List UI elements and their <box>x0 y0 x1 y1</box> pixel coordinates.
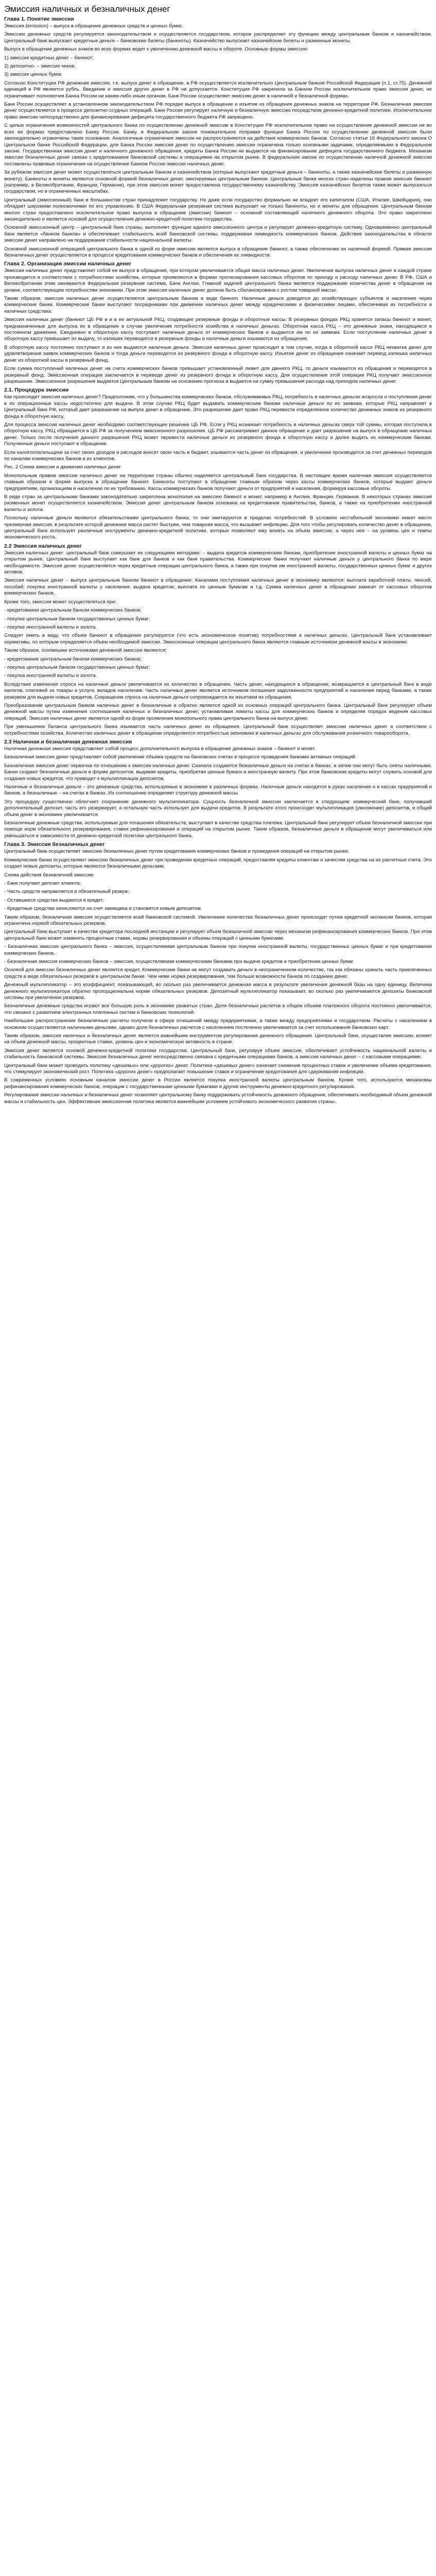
paragraph: Эмиссия наличных денег: центральный банк совершает ее следующими методами: – выдача кредитов коммерческим банкам, приобретение иностранной валюты и ценных бумаг на открытом рынке. Центральный банк выступает как банк для банков и как банк правительства. Коммерческие банки получают наличные деньги у центрального банка по мере необходимости. Эмиссия денег осуществляется через кредитные операции центрального банка, а также при покупке им иностранной валюты, государственных ценных бумаг и других активов. <box>4 550 432 575</box>
list-item: - Безналичная эмиссия коммерческих банков – эмиссия, осуществляемая коммерческими банками при выдаче кредитов и приобретении ценных бумаг. <box>4 958 354 964</box>
paragraph: Безналичная эмиссия денег первична по отношению к эмиссии наличных денег. Сначала создаются безналичные деньги на счетах в банках, а затем они могут быть сняты наличными. Банки создают безналичные деньги в форме депозитов, выдавая кредиты, приобретая ценные бумаги и иностранную валюту. При этом банковские кредиты могут служить основой для создания новых кредитов, что приводит к мультипликации депозитов. <box>4 762 432 782</box>
paragraph: Таким образом, безналичная эмиссия осуществляется всей банковской системой. Увеличение количества безналичных денег происходит путем кредитной экспансии банков, которая ограничена нормой обязательных резервов. <box>4 914 432 926</box>
paragraph: 1) эмиссия кредитных денег – банкнот; <box>4 55 94 61</box>
section-heading: 2.3 Наличная и безналичная денежная эмиссия <box>4 739 132 745</box>
document-section <box>4 543 432 737</box>
paragraph: 3) эмиссия ценных бумаг. <box>4 72 63 78</box>
list-item: - Кредитные средства зачисляются на счет заемщика и становятся новым депозитом. <box>4 906 202 912</box>
paragraph: Коммерческие банки осуществляют эмиссию безналичных денег при проведении кредитных операций, предоставляя кредиты клиентам и зачисляя средства на их расчетные счета. Это создает новые депозиты, которые являются безналичными деньгами. <box>4 857 432 870</box>
paragraph: Рис. 2 Схема эмиссии и движения наличных денег <box>4 464 121 470</box>
paragraph: Согласно Конституции РФ денежная эмиссия, т.е. выпуск денег в обращение, в РФ осуществляется исключительно Центральным банком Российской Федерации (п.1, ст.75). Денежной единицей в РФ является рубль. Введение и эмиссия других денег в РФ не допускается. Конституция РФ закрепила за Банком России исключительное право эмиссии денег, не ограничивает полномочия Банка России ни каким-либо иным органом. Банк России осуществляет эмиссию денег в наличной и безналичной формах. <box>4 80 432 99</box>
paragraph: 2) депозитно- – эмиссия чеков; <box>4 63 76 70</box>
paragraph: Центральный банк осуществляет эмиссию безналичных денег путем кредитования коммерческих банков и проведения операций на открытом рынке. <box>4 849 350 855</box>
paragraph: Центральный банк может проводить политику «дешевых» или «дорогих» денег. Политика «дешевых денег» означает снижение процентных ставок и увеличение объема кредитования, что стимулирует экономический рост. Политика «дорогих денег» предполагает повышение ставок и ограничение кредитования для сдерживания инфляции. <box>4 1062 432 1075</box>
list-item: - Безналичная эмиссия центрального банка – эмиссия, осуществляемая центральным банком при покупке иностранной валюты, государственных ценных бумаг и при кредитовании коммерческих банков. <box>4 944 432 956</box>
list-item: - кредитовании центральным банком коммерческих банков; <box>4 607 142 614</box>
section-heading: Глава 3. Эмиссия безналичных денег <box>4 841 105 848</box>
document-section <box>4 387 432 541</box>
page-title: Эмиссия наличных и безналичных денег <box>4 4 170 14</box>
document-section <box>4 261 432 385</box>
paragraph: Основной эмиссионной операцией центрального банка в одной из форм эмиссии является выпуск в обращение банкнот, а также обеспечение их наличной формой. Прямая эмиссия безналичных денег осуществляется в процессе кредитования коммерческих банков и обеспечения их ликвидности. <box>4 246 432 258</box>
paragraph: Наличная денежная эмиссия представляет собой процесс дополнительного выпуска в обращение денежных знаков – банкнот и монет. <box>4 746 316 752</box>
list-item: - Банк получает депозит клиента; <box>4 880 81 886</box>
paragraph: Эмиссия наличных денег – выпуск центральным банком банкнот в обращение. Каналами поступления наличных денег в экономику являются: выплата заработной платы, пенсий, пособий; покупка иностранной валюты у населения; выдача кредитов; выплата по ценным бумагам и т.д. Сумма наличных денег в обращении зависит от кассовых оборотов коммерческих банков. <box>4 578 432 597</box>
list-item: - кредитование центральным банком коммерческих банков; <box>4 656 142 662</box>
list-item: - покупке иностранной валюты и золота. <box>4 624 97 630</box>
paragraph: Центральный банк выступает в качестве кредитора последней инстанции и регулирует объем безналичной эмиссии через механизм рефинансирования коммерческих банков. При этом центральный банк может изменять процентные ставки, нормы резервирования и объемы операций с ценными бумагами. <box>4 929 432 941</box>
document-section <box>4 739 432 839</box>
paragraph: Поскольку наличные деньги являются обязательствами центрального банка, то они эмитируются в пределах потребностей. В условиях нестабильной экономики имеет место чрезмерная эмиссия, в результате которой денежная масса растет быстрее, чем товарная масса, что вызывает инфляцию. Для того чтобы регулировать количество денег в обращении, центральный банк использует различные инструменты денежно-кредитной политики, которые позволяют ему влиять на объем эмиссии, а через нее – на уровень цен и темпы экономического роста. <box>4 515 432 540</box>
paragraph: С целью ограничения возможностей центрального банка по осуществлению денежной эмиссии в Конституции РФ исключительное право на осуществление денежной эмиссии не во всех ее формах предоставлено Банку России. Банку, в Федеральном законе понижательное поправки функции Банка России по осуществлению денежной эмиссии были законодательно ограничены такие основания. Аналогичные ограничения эмиссии не распространяются на действия коммерческих банков. Согласно статье 16 Федерального закона О Центральном банке Российской Федерации, для Банка России эмиссия денег по осуществлению эмиссии ограничена только основными задачами, определяемыми в Федеральном законе. Государственная эмиссия денег и наличного денежного обращения, кредиты Банка России не выдаются на финансирование дефицита государственного бюджета. Механизм эмиссии безналичных денег связан с кредитованием банковской системы и операциями на открытом рынке. В федеральном законе по осуществлению наличной денежной эмиссии поставлены правовые ограничения на осуществление Банком России эмиссии наличных денег. <box>4 123 432 167</box>
document-section <box>4 16 432 259</box>
section-heading: Глава 1. Понятие эмиссии <box>4 16 74 22</box>
paragraph: В оборотную кассу постоянно поступают и из нее выдаются наличные деньги. Эмиссия наличных денег происходит в том случае, когда в оборотной кассе РКЦ нехватка денег для удовлетворения заявок коммерческих банков и тогда деньги переводятся из резервного фонда в оборотную кассу. Изъятие денег из обращения означает перевод излишка наличных денег из оборотной кассы в резервный фонд. <box>4 344 432 363</box>
paragraph: Безналичная эмиссия денег представляет собой увеличение объема средств на банковских счетах в процессе проведения банками активных операций. <box>4 754 357 760</box>
paragraph: Эмиссия денег является основой денежно-кредитной политики государства. Центральный банк, регулируя объем эмиссии, обеспечивает устойчивость национальной валюты и стабильность банковской системы. Эмиссия безналичных денег непосредственно связана с кредитными операциями банков, а эмиссия наличных денег – с кассовыми операциями. <box>4 1047 432 1060</box>
paragraph: Как происходит эмиссия наличных денег? Предположим, что у большинства коммерческих банков, обслуживаемых РКЦ, потребность в наличных деньгах возросла и поступления денег в их операционные кассы недостаточно для выдачи. В этом случае РКЦ будет выдавать коммерческим банкам наличные деньги по их заявкам, которые РКЦ направляет в Центральный банк РФ, который дает разрешение на выпуск денег в обращение. Это разрешение дает право РКЦ перевести определенное количество денежных знаков из резервного фонда в оборотную кассу. <box>4 394 432 419</box>
document-page <box>0 0 436 1112</box>
paragraph: В ряде стран за центральными банками законодательно закреплена монополия на эмиссию банкнот и монет, например в Англии, Франции, Германии. В некоторых странах эмиссия разменных монет осуществляется казначейством. Эмиссия денег центральным банком основана на кредитовании правительства, банков, а также на приобретении иностранной валюты и золота. <box>4 494 432 513</box>
paragraph: Безналичные денежные средства, используемые для погашения обязательств, выступают в качестве средства платежа. Центральный банк регулирует объем безналичной эмиссии при помощи норм обязательного резервирования, ставки рефинансирования и операций на открытом рынке. Таким образом, безналичные деньги в обращении могут увеличиваться или уменьшаться в зависимости от денежно-кредитной политики центрального банка. <box>4 820 432 839</box>
section-heading: 2.2 Эмиссия наличных денег <box>4 543 82 549</box>
paragraph: Эмиссия наличных денег представляет собой ее выпуск в обращение, при котором увеличивается общая масса наличных денег. Увеличение выпуска наличных денег в каждой стране производится в соответствии с потребностями хозяйства, которые проявляются в формах прогнозирования кассовых оборотов по приходу и расходу наличных денег. В РФ, США и Великобритании этим занимаются Федеральная резервная система, Банк Англии. Главной задачей центрального банка является поддержание количества денег в обращении на уровне, соответствующем потребностям экономики. При этом эмиссия наличных денег должна быть сбалансирована с ростом товарной массы. <box>4 268 432 293</box>
paragraph: Таким образом, эмиссия наличных денег осуществляется центральным банком в виде банкнот. Наличные деньги доводятся до хозяйствующих субъектов и населения через коммерческие банки. Коммерческие банки выступают посредниками при движении наличных денег между юридическими и физическими лицами, обеспечивая их потребности в наличных средствах. <box>4 296 432 314</box>
document-section <box>4 841 432 1105</box>
paragraph: Центральный (эмиссионный) банк в большинстве стран принадлежит государству. Но даже если государство формально не владеет его капиталом (США, Италия, Швейцария), оно обладает широкими полномочиями по его управлению. В США Федеральная резервная система выпускает не только банкноты, но и монеты для обращения. Центральным банкам многих стран предоставлено исключительное право выпуска в обращение (эмиссии) банкнот – основной составляющей наличного денежного оборота. Это право закреплено законодательно и является основой для осуществления денежно-кредитной политики государства. <box>4 197 432 222</box>
list-item: - покупка иностранной валюты и золота. <box>4 673 97 679</box>
paragraph: Эмиссия (emission) – выпуск в обращение денежных средств и ценных бумаг. <box>4 23 183 29</box>
list-item: - Оставшиеся средства выдаются в кредит; <box>4 897 104 903</box>
paragraph: Основой для эмиссии безналичных денег является кредит. Коммерческие банки не могут создавать деньги в неограниченном количестве, так как обязаны хранить часть привлеченных средств в виде обязательных резервов в центральном банке. Чем ниже норма резервирования, тем больше возможности банков по созданию денег. <box>4 967 432 979</box>
paragraph: Вследствие изменения спроса на наличные деньги увеличивается их количество в обращении. Часть денег, находящихся в обращении, возвращается в центральный банк в виде налогов, платежей за товары и услуги, вкладов населения. Часть наличных денег является источником погашения задолженности предприятий и населения перед банками, а также резервом для выдачи новых кредитов. Сокращение спроса на наличные деньги сопровождается их изъятием из обращения. <box>4 681 432 700</box>
list-item: - Часть средств направляется в обязательный резерв; <box>4 889 129 895</box>
paragraph: Для процесса эмиссии наличных денег необходимо соответствующее решение ЦБ РФ. Если у РКЦ возникает потребность в наличных деньгах сверх той суммы, которая поступила в оборотную кассу, РКЦ обращается в ЦБ РФ за получением эмиссионного разрешения. ЦБ РФ рассматривает данное обращение и дает разрешение на выпуск в обращение наличных денег. Только после получения данного разрешения РКЦ может перевести наличные деньги из резервного фонда в оборотную кассу и далее выдать их коммерческим банкам. Полученные деньги поступают в обращение. <box>4 421 432 447</box>
paragraph: Следует иметь в виду, что объем банкнот в обращении регулируется (что есть экономическое понятие) потребностями в наличных деньгах. Центральный банк устанавливает нормативы, по которым определяется объем необходимой эмиссии. Эмиссионные операции центрального банка являются главным источником денежной массы в экономике. <box>4 633 432 645</box>
paragraph: Монопольным правом эмиссии наличных денег на территории страны обычно наделяется центральный банк государства. В настоящее время наличная эмиссия осуществляется главным образом в форме выпуска в обращение банкнот. Банкноты поступают в обращение главным образом через кассы коммерческих банков, которые выдают деньги предприятиям, организациям и населению по их требованию. Кассы коммерческих банков получают деньги от предприятий и населения, формируя кассовые обороты. <box>4 472 432 492</box>
paragraph: Если налогоплательщики за счет своих доходов и расходов вносят свою часть в бюджет, изымается часть денег из обращения, и увеличение производится за счет денежных переводов по каналам коммерческих банков и их клиентов. <box>4 449 432 462</box>
paragraph: Банк России осуществляет в установленном законодательством РФ порядке выпуск в обращение и изъятие из обращения денежных знаков на территории РФ. Безналичная эмиссия денег осуществляется в процессе депозитно-ссудных операций. Банк России регулирует наличную и безналичную эмиссию посредством денежно-кредитной политики. Исключительное право эмиссии непосредственно для финансирования дефицита государственного бюджета РФ запрещено. <box>4 101 432 120</box>
section-heading: Глава 2. Организация эмиссии наличных денег <box>4 261 132 267</box>
paragraph: Безналичные денежные средства играют все большую роль в экономике развитых стран. Доля безналичных расчетов в общем объеме платежного оборота постоянно увеличивается, что связано с развитием электронных платежных систем и банковских технологий. <box>4 1003 432 1015</box>
paragraph: Эту процедуру существенно облегчает сохранение денежного мультипликатора. Сущность безналичной эмиссии заключается в следующем: коммерческий банк, получивший дополнительный депозит, часть его резервирует, а остальную часть использует для выдачи кредитов. В результате этого происходит мультипликация (умножение) депозитов, и общий объем денег в экономике увеличивается. <box>4 799 432 818</box>
paragraph: Основной эмиссионный центр – центральный банк страны, выполняет функции единого эмиссионного центра и регулирует денежно-кредитную систему. Одновременно центральный банк является «банком банков» и обеспечивает стабильность всей банковской системы, поддерживая ликвидность коммерческих банков. Действие законодательства в области эмиссии денег направлено на поддержание стабильности национальной валюты. <box>4 225 432 244</box>
paragraph: В современных условиях основным каналом эмиссии денег в России является покупка иностранной валюты центральным банком. Кроме того, используются механизмы рефинансирования коммерческих банков, операции с государственными ценными бумагами и другие инструменты денежно-кредитного регулирования. <box>4 1077 432 1090</box>
list-item: - покупке центральным банком государственных ценных бумаг; <box>4 616 150 622</box>
paragraph: Схема действия безналичной эмиссии: <box>4 872 95 878</box>
paragraph: Таким образом, основными источниками денежной эмиссии являются: <box>4 648 167 654</box>
paragraph: Наличные и безналичные деньги – это денежные средства, используемые в экономике в различных формах. Наличные деньги находятся в руках населения и в кассах предприятий и банков, а безналичные – на счетах в банках. Их соотношение определяет структуру денежной массы. <box>4 784 432 796</box>
document-body <box>4 16 432 1105</box>
paragraph: Если сумма поступлений наличных денег на счета коммерческих банков превышает установленный лимит для данного РКЦ, то деньги изымаются из обращения и переводятся в резервный фонд. Эмиссионная операция заключается в переводе денег из резервного фонда в оборотную кассу. Для осуществления этой операции РКЦ получает эмиссионное разрешение. Эмиссионное разрешение выдается Центральным банком на основании прогноза и выдается на сумму превышения расхода над приходом наличных денег. <box>4 366 432 384</box>
paragraph: Кроме того, эмиссия может осуществляться при: <box>4 599 116 605</box>
list-item: - покупка центральным банком государственных ценных бумаг; <box>4 664 150 670</box>
paragraph: Денежный мультипликатор – это коэффициент, показывающий, во сколько раз увеличивается денежная масса в результате увеличения денежной базы на одну единицу. Величина денежного мультипликатора обратно пропорциональна норме обязательных резервов. Депозитный мультипликатор показывает, во сколько раз увеличиваются депозиты банковской системы при увеличении резервов. <box>4 982 432 1001</box>
paragraph: За рубежом эмиссия денег может осуществляться центральным банком и казначейством (которые выпускают кредитные деньги – банкноты, а также казначейские билеты и разменную монету). Банкноты и монеты являются основной формой безналичных денег, эмитируемых центральным банком. Центральные банки многих стран наделены правом эмиссии банкнот (например, в Великобритании, Франции, Германии), при этом эмиссия монет предоставлена государственному казначейству. Эмиссия казначейских билетов также может выпускаться государством, но в ограниченных масштабах. <box>4 170 432 195</box>
paragraph: Таким образом, эмиссия наличных и безналичных денег является важнейшим инструментом регулирования денежного обращения. Центральный банк, осуществляя эмиссию, влияет на объем денежной массы, процентные ставки, уровень цен и экономическую активность в стране. <box>4 1033 432 1045</box>
paragraph: Наибольшее распространение безналичные расчеты получили в сфере отношений между предприятиями, а также между предприятиями и государством. Расчеты с населением в основном осуществляются наличными деньгами, однако доля безналичных расчетов с населением постепенно увеличивается за счет использования банковских карт. <box>4 1018 432 1030</box>
paragraph: Эмиссию денежных средств регулируется законодательством и осуществляется государством, которое распределяет эту функцию между центральным банком и казначейством. Центральный банк выпускает кредитные деньги – банковские билеты (банкноты). Казначейство выпускает казначейские билеты и разменные монеты. <box>4 31 432 44</box>
paragraph: При уменьшении баланса центрального банка изымается часть наличных денег из обращения. Центральный банк осуществляет эмиссию наличных денег в соответствии с потребностями хозяйства. Количество наличных денег в обращении определяется потребностью экономики в наличных деньгах для обслуживания розничного товарооборота. <box>4 724 432 736</box>
paragraph: Преобразование центральным банком наличных денег в безналичные и обратно является одной из основных операций центрального банка. Центральный банк регулирует объем денежной массы путем изменения соотношения наличных и безналичных денег, устанавливая лимиты кассы для коммерческих банков и определяя порядок ведения кассовых операций. Эмиссия наличных денег является одной из форм проявления монопольного права центрального банка на выпуск денег. <box>4 702 432 721</box>
paragraph: Эмиссия наличных денег (банкнот ЦБ РФ и и в ее актуальной РКЦ, создающее резервные фонды и оборотные кассы. В резервных фондах РКЦ хранятся запасы банкнот и монет, предназначенные для выпуска их в обращение в случае увеличения потребности хозяйства в наличных деньгах. Оборотная касса РКЦ – это денежные знаки, находящиеся в постоянном движении. Ежедневно в оборотную кассу поступают наличные деньги от коммерческих банков и выдаются им по их заявкам. Если поступление наличных денег в оборотную кассу превышает их выдачу, то излишек переводится в резервные фонды и наличные деньги изымаются из обращения. <box>4 317 432 342</box>
paragraph: Выпуск в обращение денежных знаков во всех формах ведет к увеличению денежной массы в обороте. Основные формы эмиссии: <box>4 46 308 53</box>
section-heading: 2.1. Процедура эмиссии <box>4 387 69 394</box>
paragraph: Регулирование эмиссии наличных и безналичных денег позволяет центральному банку поддерживать устойчивость денежного обращения, обеспечивать необходимый объем денежной массы и стабильность цен. Эффективная эмиссионная политика является важнейшим условием устойчивого экономического развития страны. <box>4 1092 432 1105</box>
